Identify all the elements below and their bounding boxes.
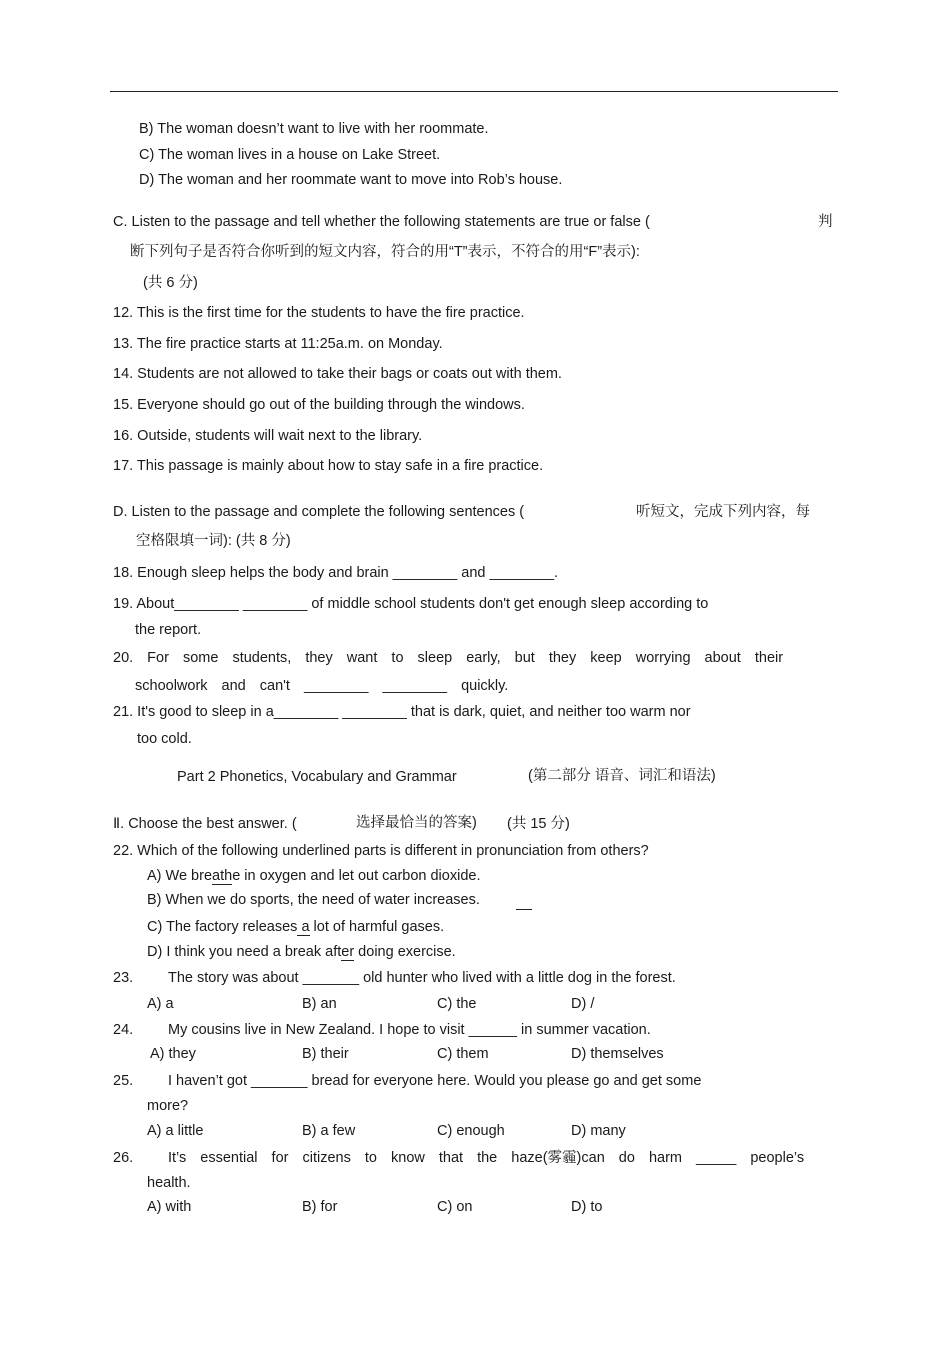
question-21: 21. It's good to sleep in a________ ________ that is dark, quiet, and neither too warm nor: [113, 704, 691, 720]
question-24-stem: My cousins live in New Zealand. I hope to visit ______ in summer vacation.: [168, 1022, 651, 1038]
section-c-instruction: C. Listen to the passage and tell whether the following statements are true or false (: [113, 214, 650, 230]
statement-15: 15. Everyone should go out of the building through the windows.: [113, 397, 525, 413]
question-24-option-b: B) their: [302, 1046, 349, 1062]
question-23-option-b: B) an: [302, 996, 337, 1012]
part2-title-cn: (第二部分 语音、词汇和语法): [528, 768, 716, 784]
question-19-cont: the report.: [135, 622, 202, 638]
question-26-option-c: C) on: [437, 1199, 473, 1215]
underlined-part: er: [341, 944, 355, 960]
question-23-option-c: C) the: [437, 996, 477, 1012]
section-c-instruction-cn-start: 判: [818, 214, 833, 230]
section-ii-instruction: Ⅱ. Choose the best answer. (: [113, 816, 297, 832]
question-25-option-c: C) enough: [437, 1123, 505, 1139]
question-24-number: 24.: [113, 1022, 134, 1038]
question-23-stem: The story was about _______ old hunter who lived with a little dog in the forest.: [168, 970, 676, 986]
section-c-instruction-cn: 断下列句子是否符合你听到的短文内容，符合的用“T”表示，不符合的用“F”表示):: [130, 244, 640, 260]
section-d-instruction-cn-start: 听短文，完成下列内容，每: [636, 504, 810, 520]
question-25-stem-cont: more?: [147, 1098, 189, 1114]
underline-mark: [516, 909, 532, 910]
section-d-instruction: D. Listen to the passage and complete the following sentences (: [113, 504, 525, 520]
statement-14: 14. Students are not allowed to take their bags or coats out with them.: [113, 366, 562, 382]
question-24-option-c: C) them: [437, 1046, 489, 1062]
section-c-points: (共 6 分): [143, 275, 198, 291]
question-21-cont: too cold.: [137, 731, 192, 747]
question-26-stem-cont: health.: [147, 1175, 191, 1191]
question-26-stem: It’s essential for citizens to know that the haze(雾霾)can do harm _____ people’s: [168, 1150, 805, 1166]
question-26-option-d: D) to: [571, 1199, 603, 1215]
underlined-part: ath: [212, 868, 233, 884]
question-25-number: 25.: [113, 1073, 134, 1089]
question-24-option-a: A) they: [150, 1046, 196, 1062]
question-22-option-a: A) We breathe in oxygen and let out carbon dioxide.: [147, 868, 481, 884]
question-22-option-c: C) The factory releases a lot of harmful gases.: [147, 919, 445, 935]
statement-13: 13. The fire practice starts at 11:25a.m. on Monday.: [113, 336, 443, 352]
statement-12: 12. This is the first time for the students to have the fire practice.: [113, 305, 525, 321]
question-25-option-d: D) many: [571, 1123, 626, 1139]
section-ii-points: (共 15 分): [507, 816, 570, 832]
section-d-instruction-cn: 空格限填一词): (共 8 分): [136, 533, 291, 549]
question-22-stem: 22. Which of the following underlined parts is different in pronunciation from others?: [113, 843, 649, 859]
question-18: 18. Enough sleep helps the body and brain ________ and ________.: [113, 565, 559, 581]
section-ii-instruction-cn: 选择最恰当的答案): [356, 815, 477, 831]
underlined-part: a: [297, 919, 310, 935]
question-20: 20. For some students, they want to sleep early, but they keep worrying about their: [113, 650, 784, 666]
question-22-option-b: B) When we do sports, the need of water increases.: [147, 892, 480, 908]
part2-title: Part 2 Phonetics, Vocabulary and Grammar: [177, 769, 457, 785]
question-23-option-d: D) /: [571, 996, 595, 1012]
question-26-number: 26.: [113, 1150, 134, 1166]
question-22-option-d: D) I think you need a break after doing exercise.: [147, 944, 456, 960]
statement-16: 16. Outside, students will wait next to the library.: [113, 428, 423, 444]
question-23-option-a: A) a: [147, 996, 174, 1012]
option-b: B) The woman doesn’t want to live with her roommate.: [139, 121, 489, 137]
header-rule: [110, 91, 838, 92]
question-25-stem: I haven’t got _______ bread for everyone here. Would you please go and get some: [168, 1073, 702, 1089]
statement-17: 17. This passage is mainly about how to stay safe in a fire practice.: [113, 458, 544, 474]
question-25-option-a: A) a little: [147, 1123, 204, 1139]
question-23-number: 23.: [113, 970, 134, 986]
question-24-option-d: D) themselves: [571, 1046, 664, 1062]
question-26-option-b: B) for: [302, 1199, 338, 1215]
question-19: 19. About________ ________ of middle school students don't get enough sleep according to: [113, 596, 709, 612]
question-25-option-b: B) a few: [302, 1123, 356, 1139]
option-d: D) The woman and her roommate want to move into Rob’s house.: [139, 172, 563, 188]
option-c: C) The woman lives in a house on Lake Street.: [139, 147, 441, 163]
question-20-cont: schoolwork and can't ________ ________ quickly.: [135, 678, 509, 694]
question-26-option-a: A) with: [147, 1199, 192, 1215]
